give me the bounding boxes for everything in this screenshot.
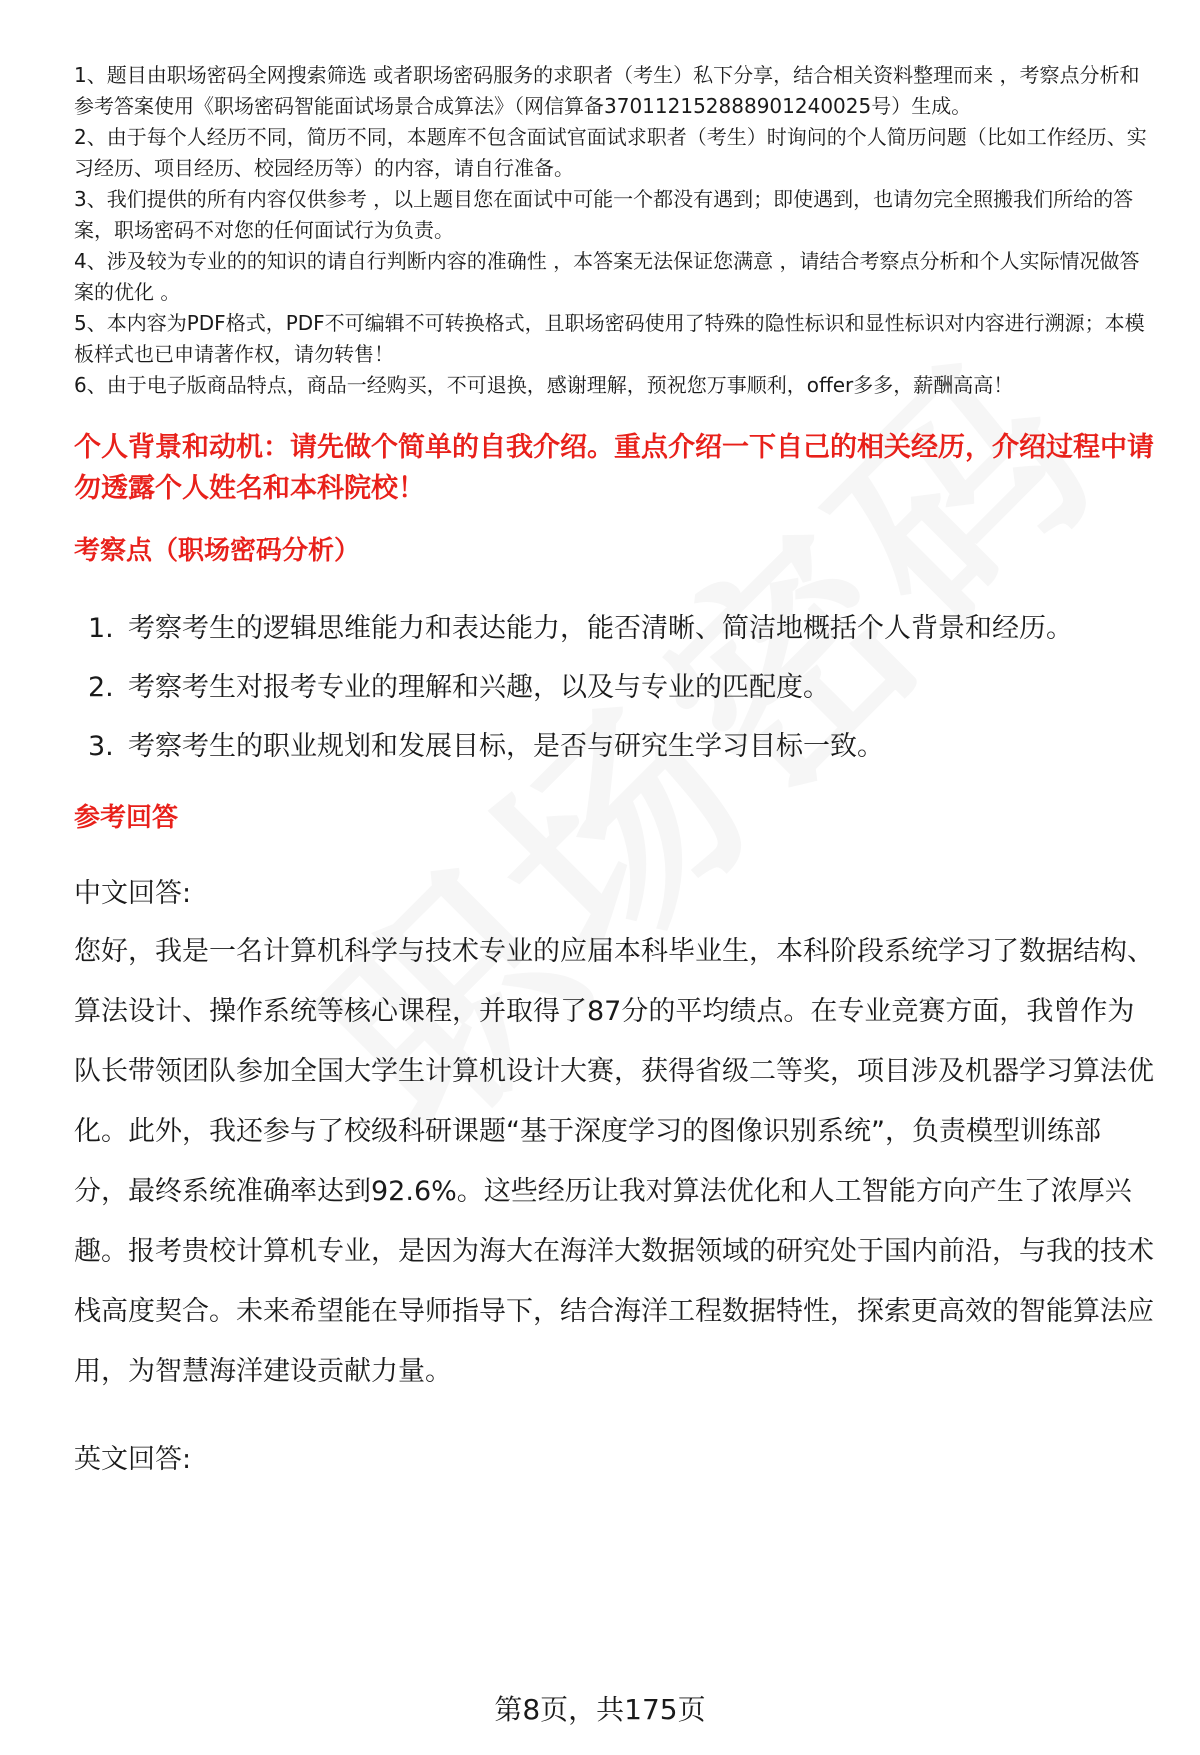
analysis-point <box>74 599 1154 658</box>
analysis-point-text: 考察考生的逻辑思维能力和表达能力，能否清晰、简洁地概括个人背景和经历。 <box>128 613 1073 644</box>
page-number: 第8页，共175页 <box>494 1693 706 1726</box>
disclaimer-item-5: 5、本内容为PDF格式，PDF不可编辑不可转换格式，且职场密码使用了特殊的隐性标识和显性标识对内容进行溯源；本模板样式也已申请著作权，请勿转售！ <box>74 311 1145 366</box>
disclaimer-item-4: 4、涉及较为专业的的知识的请自行判断内容的准确性 ，本答案无法保证您满意 ，请结合考察点分析和个人实际情况做答案的优化 。 <box>74 249 1140 304</box>
chinese-answer-label: 中文回答: <box>74 878 192 909</box>
analysis-point-text: 考察考生对报考专业的理解和兴趣，以及与专业的匹配度。 <box>128 672 830 703</box>
analysis-point <box>74 658 1154 717</box>
disclaimer <box>74 60 1154 401</box>
analysis-point-number: 2. <box>88 672 114 703</box>
disclaimer-item-3: 3、我们提供的所有内容仅供参考 ，以上题目您在面试中可能一个都没有遇到；即使遇到，也请勿完全照搬我们所给的答案，职场密码不对您的任何面试行为负责。 <box>74 187 1134 242</box>
chinese-answer-body: 您好，我是一名计算机科学与技术专业的应届本科毕业生，本科阶段系统学习了数据结构、算法设计、操作系统等核心课程，并取得了87分的平均绩点。在专业竞赛方面，我曾作为队长带领团队参加全国大学生计算机设计大赛，获得省级二等奖，项目涉及机器学习算法优化。此外，我还参与了校级科研课题“基于深度学习的图像识别系统”，负责模型训练部分，最终系统准确率达到92.6%。这些经历让我对算法优化和人工智能方向产生了浓厚兴趣。报考贵校计算机专业，是因为海大在海洋大数据领域的研究处于国内前沿，与我的技术栈高度契合。未来希望能在导师指导下，结合海洋工程数据特性，探索更高效的智能算法应用，为智慧海洋建设贡献力量。 <box>74 936 1154 1387</box>
disclaimer-item-6: 6、由于电子版商品特点，商品一经购买，不可退换，感谢理解，预祝您万事顺利，offer多多，薪酬高高！ <box>74 373 1014 397</box>
analysis-heading: 考察点（职场密码分析） <box>74 536 361 566</box>
analysis-point <box>74 717 1154 776</box>
analysis-point-text: 考察考生的职业规划和发展目标，是否与研究生学习目标一致。 <box>128 731 884 762</box>
analysis-point-number: 3. <box>88 731 114 762</box>
question-title: 个人背景和动机：请先做个简单的自我介绍。重点介绍一下自己的相关经历，介绍过程中请勿透露个人姓名和本科院校！ <box>74 432 1154 504</box>
page-content <box>74 60 1154 1488</box>
disclaimer-item-2: 2、由于每个人经历不同，简历不同，本题库不包含面试官面试求职者（考生）时询问的个人简历问题（比如工作经历、实习经历、项目经历、校园经历等）的内容，请自行准备。 <box>74 125 1147 180</box>
analysis-point-number: 1. <box>88 613 114 644</box>
disclaimer-item-1: 1、题目由职场密码全网搜索筛选 或者职场密码服务的求职者（考生）私下分享，结合相关资料整理而来 ，考察点分析和参考答案使用《职场密码智能面试场景合成算法》（网信算备370112152888901240025号）生成。 <box>74 63 1140 118</box>
analysis-points <box>74 599 1154 776</box>
answer-heading: 参考回答 <box>74 803 179 833</box>
english-answer-label: 英文回答: <box>74 1444 192 1475</box>
